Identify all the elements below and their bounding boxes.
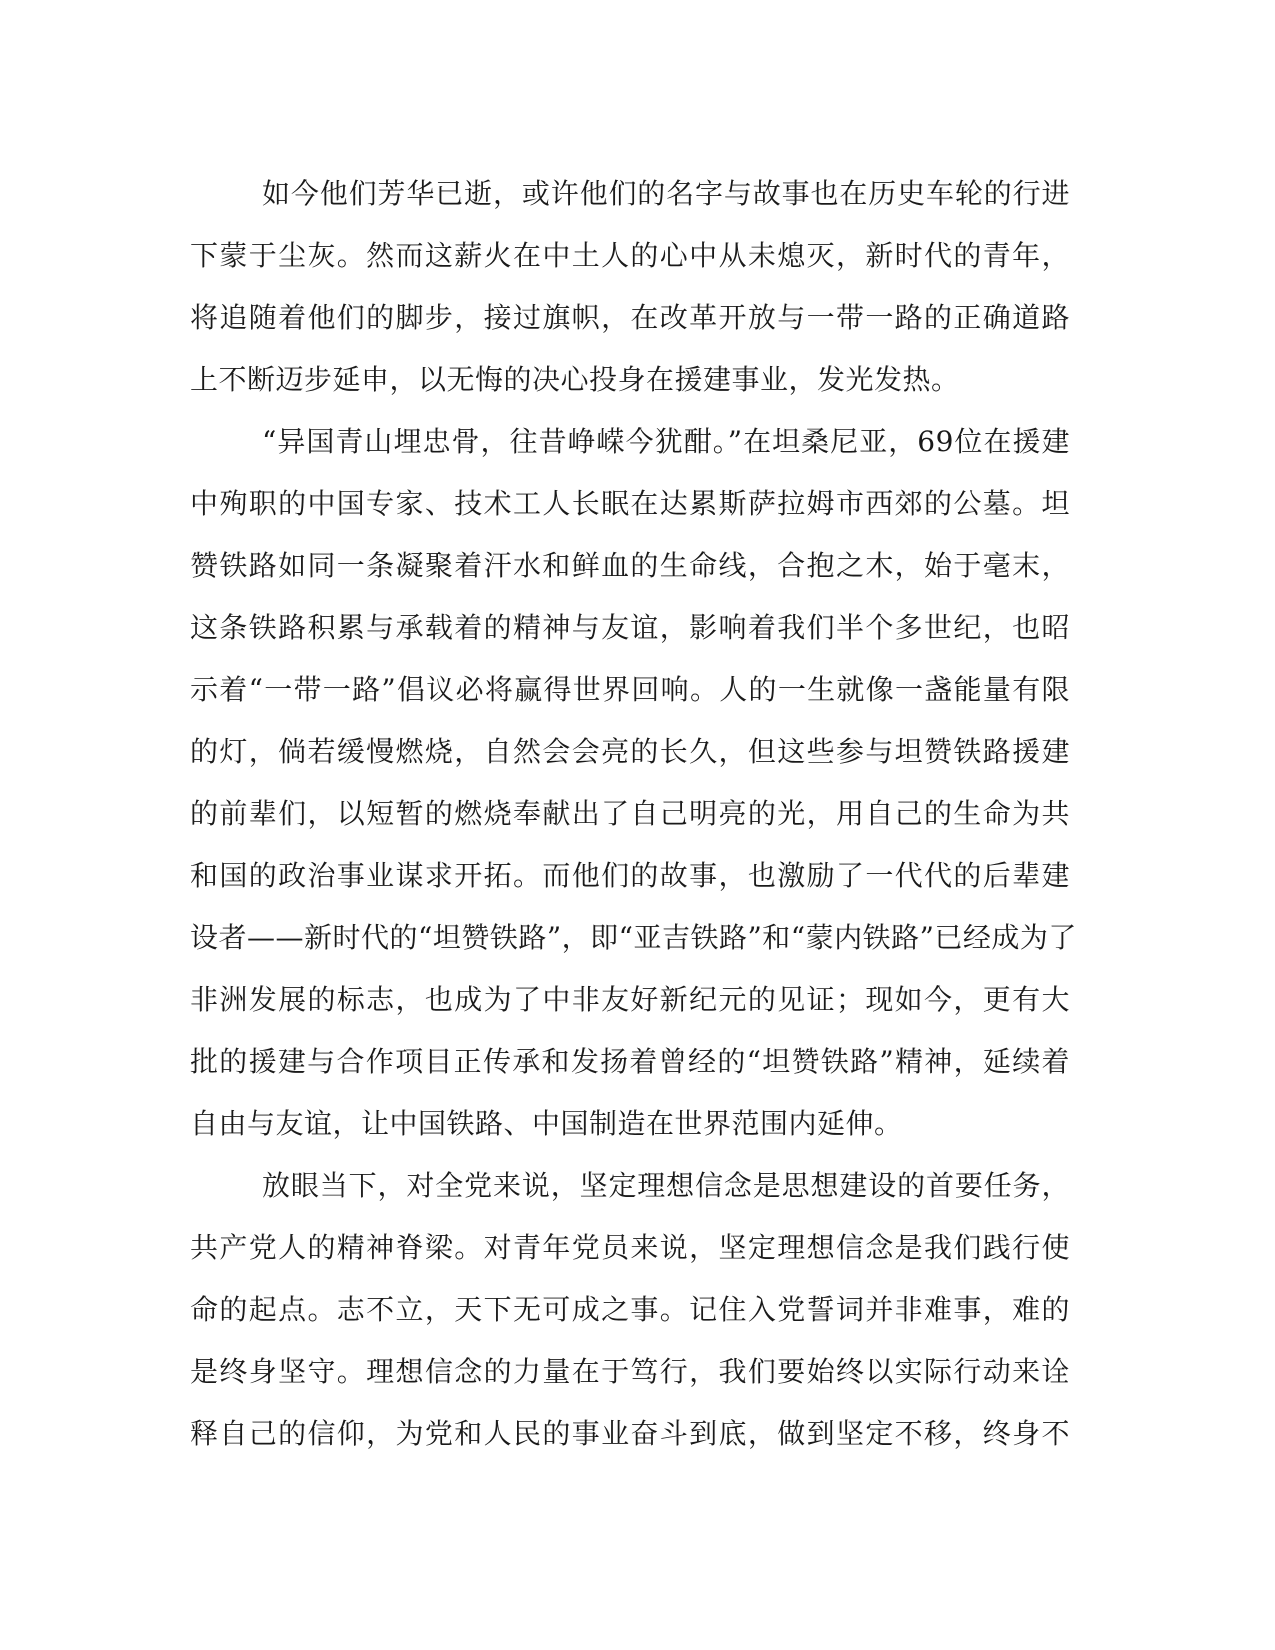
text-line: 中殉职的中国专家、技术工人长眠在达累斯萨拉姆市西郊的公墓。坦 xyxy=(190,487,1070,520)
text-line: 释自己的信仰，为党和人民的事业奋斗到底，做到坚定不移，终身不 xyxy=(190,1417,1070,1450)
paragraph-3 xyxy=(190,1155,1070,1465)
text-line: 放眼当下，对全党来说，坚定理想信念是思想建设的首要任务， xyxy=(262,1169,1070,1202)
text-line: 批的援建与合作项目正传承和发扬着曾经的“坦赞铁路”精神，延续着 xyxy=(190,1045,1070,1078)
text-line: 的灯，倘若缓慢燃烧，自然会会亮的长久，但这些参与坦赞铁路援建 xyxy=(190,735,1070,768)
text-line: 示着“一带一路”倡议必将赢得世界回响。人的一生就像一盏能量有限 xyxy=(190,673,1070,706)
paragraph-2 xyxy=(190,411,1077,1155)
text-line: 上不断迈步延申，以无悔的决心投身在援建事业，发光发热。 xyxy=(190,363,960,396)
text-line: 和国的政治事业谋求开拓。而他们的故事，也激励了一代代的后辈建 xyxy=(190,859,1070,892)
text-line: 赞铁路如同一条凝聚着汗水和鲜血的生命线，合抱之木，始于毫末， xyxy=(190,549,1070,582)
text-line: 自由与友谊，让中国铁路、中国制造在世界范围内延伸。 xyxy=(190,1107,903,1140)
text-line: “异国青山埋忠骨，往昔峥嵘今犹酣。”在坦桑尼亚，69位在援建 xyxy=(262,425,1070,458)
text-line: 如今他们芳华已逝，或许他们的名字与故事也在历史车轮的行进 xyxy=(262,177,1070,210)
text-line: 将追随着他们的脚步，接过旗帜，在改革开放与一带一路的正确道路 xyxy=(190,301,1070,334)
text-line: 命的起点。志不立，天下无可成之事。记住入党誓词并非难事，难的 xyxy=(190,1293,1070,1326)
paragraph-1 xyxy=(190,163,1070,411)
text-line: 下蒙于尘灰。然而这薪火在中土人的心中从未熄灭，新时代的青年， xyxy=(190,239,1070,272)
text-line: 设者——新时代的“坦赞铁路”，即“亚吉铁路”和“蒙内铁路”已经成为了 xyxy=(190,921,1077,954)
text-line: 这条铁路积累与承载着的精神与友谊，影响着我们半个多世纪，也昭 xyxy=(190,611,1070,644)
text-line: 的前辈们，以短暂的燃烧奉献出了自己明亮的光，用自己的生命为共 xyxy=(190,797,1070,830)
text-line: 非洲发展的标志，也成为了中非友好新纪元的见证；现如今，更有大 xyxy=(190,983,1070,1016)
text-line: 是终身坚守。理想信念的力量在于笃行，我们要始终以实际行动来诠 xyxy=(190,1355,1070,1388)
document-body xyxy=(190,163,1077,1465)
text-line: 共产党人的精神脊梁。对青年党员来说，坚定理想信念是我们践行使 xyxy=(190,1231,1070,1264)
